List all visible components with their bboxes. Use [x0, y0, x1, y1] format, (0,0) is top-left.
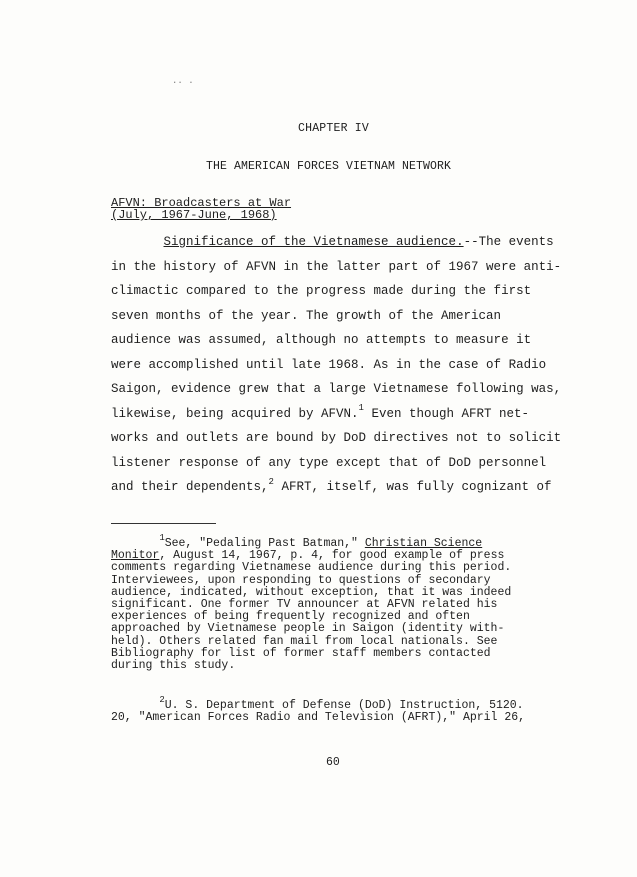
page-number: 60	[326, 756, 340, 769]
section-heading-line1: AFVN: Broadcasters at War	[111, 196, 292, 210]
footnote-1	[111, 533, 512, 673]
footnote-line: audience, indicated, without exception, that it was indeed	[111, 585, 512, 599]
section-heading-line2: (July, 1967-June, 1968)	[111, 208, 277, 222]
publication-name: Christian Science	[364, 537, 483, 550]
footnote-line: Bibliography for list of former staff members contacted	[111, 646, 491, 660]
body-line	[111, 402, 561, 427]
footnote-text: , August 14, 1967, p. 4, for good example of press	[159, 549, 505, 563]
chapter-title: THE AMERICAN FORCES VIETNAM NETWORK	[206, 160, 452, 173]
body-line	[111, 230, 561, 255]
body-line: audience was assumed, although no attempts to measure it	[111, 333, 532, 347]
footnote-line: during this study.	[111, 659, 236, 673]
footnote-line: comments regarding Vietnamese audience during this period.	[111, 561, 512, 575]
body-line	[111, 475, 561, 500]
chapter-heading: CHAPTER IV	[298, 122, 370, 135]
footnote-line: 20, "American Forces Radio and Television (AFRT)," April 26,	[111, 711, 526, 725]
body-line: seven months of the year. The growth of the American	[111, 308, 502, 323]
footnote-mark-1: 1	[159, 533, 165, 544]
corner-mark: .. .	[172, 76, 194, 86]
body-line-text: --The events	[463, 235, 554, 249]
footnote-line: Interviewees, upon responding to questions of secondary	[111, 573, 491, 587]
footnote-line: approached by Vietnamese people in Saigon (identity with-	[111, 622, 505, 636]
body-line-text: Even though AFRT net-	[363, 406, 529, 421]
publication-name: Monitor	[111, 549, 160, 563]
subheading: Significance of the Vietnamese audience.	[163, 235, 464, 249]
footnote-line: held). Others related fan mail from local nationals. See	[111, 634, 498, 648]
footnote-ref-2: 2	[268, 476, 274, 487]
body-line: listener response of any type except that of DoD personnel	[111, 455, 547, 470]
body-text	[111, 230, 561, 500]
body-line: works and outlets are bound by DoD directives not to solicit	[111, 431, 562, 445]
footnote-line: experiences of being frequently recognized and often	[111, 610, 470, 624]
body-line-text: likewise, being acquired by AFVN.	[111, 406, 359, 421]
footnote-divider	[111, 523, 216, 524]
footnote-text: U. S. Department of Defense (DoD) Instruction, 5120.	[164, 699, 524, 712]
body-line: climactic compared to the progress made during the first	[111, 284, 532, 298]
footnote-ref-1: 1	[358, 403, 364, 414]
body-line: in the history of AFVN in the latter part of 1967 were anti-	[111, 259, 562, 274]
body-line: were accomplished until late 1968. As in the case of Radio	[111, 357, 547, 372]
footnote-mark-2: 2	[159, 695, 165, 706]
body-line: Saigon, evidence grew that a large Vietnamese following was,	[111, 382, 562, 396]
body-line-text: AFRT, itself, was fully cognizant of	[273, 480, 552, 494]
footnote-text: See, "Pedaling Past Batman,"	[164, 537, 365, 550]
body-line-text: and their dependents,	[111, 480, 269, 494]
footnote-2	[111, 695, 526, 725]
section-heading	[111, 197, 291, 221]
footnote-line: significant. One former TV announcer at AFVN related his	[111, 598, 498, 612]
